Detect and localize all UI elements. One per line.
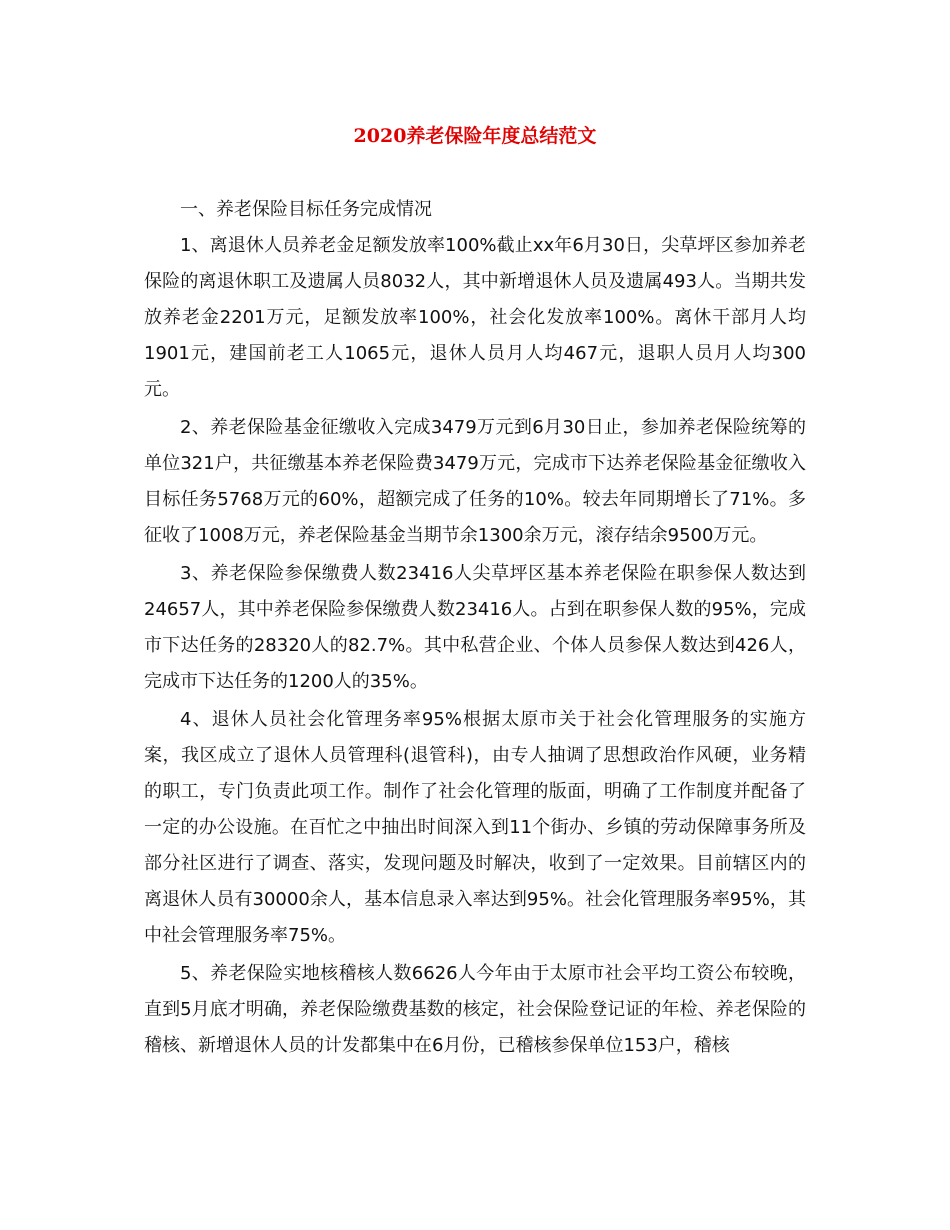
paragraph-2: 2、养老保险基金征缴收入完成3479万元到6月30日止，参加养老保险统筹的单位321户，共征缴基本养老保险费3479万元，完成市下达养老保险基金征缴收入目标任务5768万元的60%，超额完成了任务的10%。较去年同期增长了71%。多征收了1008万元，养老保险基金当期节余1300余万元，滚存结余9500万元。 (144, 417, 806, 546)
paragraph-5: 5、养老保险实地核稽核人数6626人今年由于太原市社会平均工资公布较晚，直到5月底才明确，养老保险缴费基数的核定，社会保险登记证的年检、养老保险的稽核、新增退休人员的计发都集中在6月份，已稽核参保单位153户，稽核 (144, 963, 806, 1056)
paragraph-1: 1、离退休人员养老金足额发放率100%截止xx年6月30日，尖草坪区参加养老保险的离退休职工及遗属人员8032人，其中新增退休人员及遗属493人。当期共发放养老金2201万元，足额发放率100%，社会化发放率100%。离休干部月人均1901元，建国前老工人1065元，退休人员月人均467元，退职人员月人均300元。 (144, 235, 806, 400)
section-heading: 一、养老保险目标任务完成情况 (180, 199, 432, 220)
document-body (144, 192, 806, 1064)
document-title: 2020养老保险年度总结范文 (353, 125, 597, 147)
paragraph-3: 3、养老保险参保缴费人数23416人尖草坪区基本养老保险在职参保人数达到24657人，其中养老保险参保缴费人数23416人。占到在职参保人数的95%，完成市下达任务的28320人的82.7%。其中私营企业、个体人员参保人数达到426人，完成市下达任务的1200人的35%。 (144, 563, 806, 692)
paragraph-4: 4、退休人员社会化管理务率95%根据太原市关于社会化管理服务的实施方案，我区成立了退休人员管理科(退管科)，由专人抽调了思想政治作风硬，业务精的职工，专门负责此项工作。制作了社会化管理的版面，明确了工作制度并配备了一定的办公设施。在百忙之中抽出时间深入到11个街办、乡镇的劳动保障事务所及部分社区进行了调查、落实，发现问题及时解决，收到了一定效果。目前辖区内的离退休人员有30000余人，基本信息录入率达到95%。社会化管理服务率95%，其中社会管理服务率75%。 (144, 709, 806, 946)
